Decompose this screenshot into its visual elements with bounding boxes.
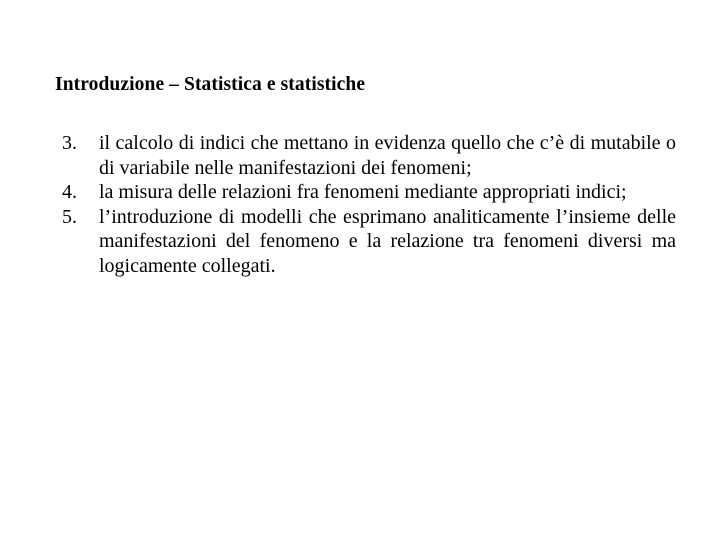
list-item-text: la misura delle relazioni fra fenomeni mediante appropriati indici; [99,181,627,204]
list-item [62,205,676,279]
numbered-list [62,131,676,279]
list-item [62,180,676,205]
list-item [62,131,676,180]
list-item-number: 3. [62,132,77,154]
list-item-number: 4. [62,181,77,204]
list-item-text: il calcolo di indici che mettano in evidenza quello che c’è di mutabile o di variabile nelle manifestazioni dei fenomeni; [99,132,676,179]
list-item-number: 5. [62,205,77,228]
slide-title: Introduzione – Statistica e statistiche [55,74,366,95]
list-item-text: l’introduzione di modelli che esprimano analiticamente l’insieme delle manifestazioni del fenomeno e la relazione tra fenomeni diversi ma logicamente collegati. [99,205,676,277]
